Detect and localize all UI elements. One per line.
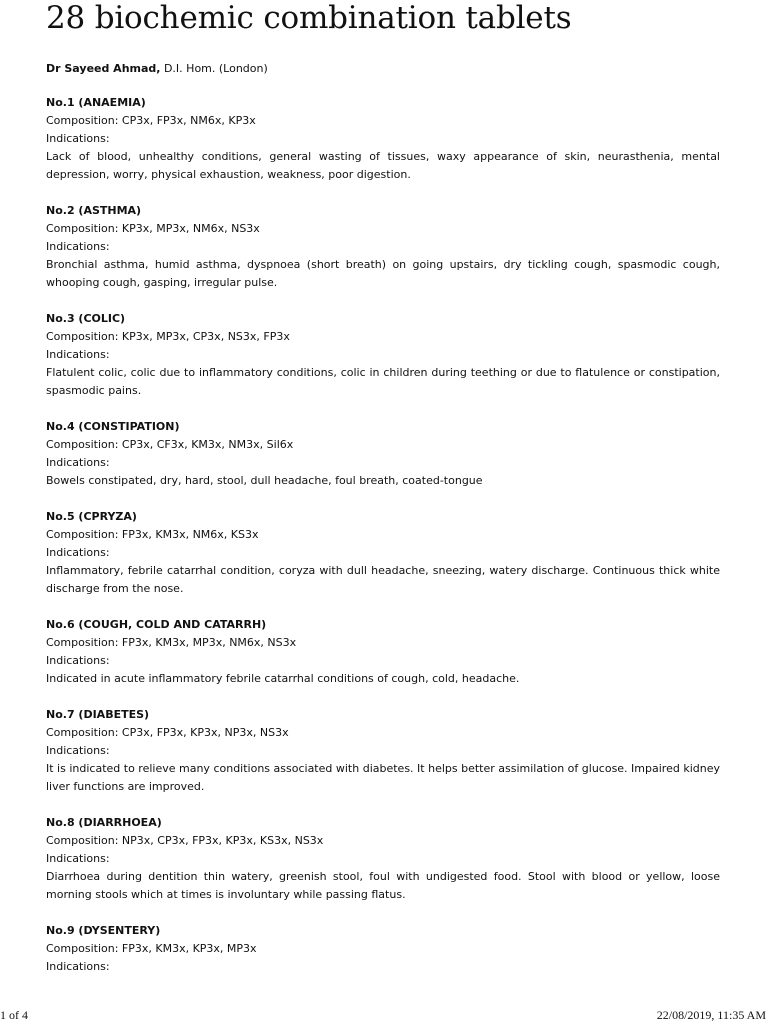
remedy-composition: Composition: CP3x, FP3x, NM6x, KP3x	[46, 114, 256, 127]
remedy-heading: No.7 (DIABETES)	[46, 708, 150, 721]
indications-label: Indications:	[46, 546, 110, 559]
remedy-heading: No.2 (ASTHMA)	[46, 204, 142, 217]
indications-label: Indications:	[46, 348, 110, 361]
author-line	[46, 60, 268, 78]
print-timestamp: 22/08/2019, 11:35 AM	[656, 1008, 766, 1022]
indications-text: Flatulent colic, colic due to inflammatory conditions, colic in children during teething or due to flatulence or constipation, spasmodic pains.	[46, 366, 720, 397]
remedy-entry-9	[46, 922, 720, 976]
remedy-entry-7	[46, 706, 720, 796]
remedy-heading: No.8 (DIARRHOEA)	[46, 816, 162, 829]
indications-text: It is indicated to relieve many conditions associated with diabetes. It helps better assimilation of glucose. Impaired kidney liver functions are improved.	[46, 762, 720, 793]
remedy-heading: No.5 (CPRYZA)	[46, 510, 137, 523]
indications-text: Bowels constipated, dry, hard, stool, dull headache, foul breath, coated-tongue	[46, 474, 483, 487]
indications-text: Diarrhoea during dentition thin watery, greenish stool, foul with undigested food. Stool with blood or yellow, loose morning stools which at times is involuntary while passing flatus.	[46, 870, 720, 901]
remedy-heading: No.6 (COUGH, COLD AND CATARRH)	[46, 618, 267, 631]
remedy-heading: No.4 (CONSTIPATION)	[46, 420, 180, 433]
remedy-entry-1	[46, 94, 720, 184]
remedy-list	[46, 94, 720, 994]
remedy-entry-2	[46, 202, 720, 292]
indications-label: Indications:	[46, 654, 110, 667]
remedy-composition: Composition: KP3x, MP3x, NM6x, NS3x	[46, 222, 260, 235]
indications-text: Inflammatory, febrile catarrhal condition, coryza with dull headache, sneezing, watery discharge. Continuous thick white discharge from the nose.	[46, 564, 720, 595]
indications-label: Indications:	[46, 456, 110, 469]
page-indicator: 1 of 4	[0, 1008, 28, 1022]
indications-label: Indications:	[46, 744, 110, 757]
author-credentials: D.I. Hom. (London)	[160, 62, 268, 75]
remedy-heading: No.9 (DYSENTERY)	[46, 924, 161, 937]
remedy-composition: Composition: FP3x, KM3x, MP3x, NM6x, NS3x	[46, 636, 297, 649]
indications-label: Indications:	[46, 852, 110, 865]
indications-text: Lack of blood, unhealthy conditions, general wasting of tissues, waxy appearance of skin, neurasthenia, mental depression, worry, physical exhaustion, weakness, poor digestion.	[46, 150, 720, 181]
remedy-composition: Composition: FP3x, KM3x, KP3x, MP3x	[46, 942, 257, 955]
remedy-entry-4	[46, 418, 720, 490]
remedy-entry-3	[46, 310, 720, 400]
remedy-composition: Composition: KP3x, MP3x, CP3x, NS3x, FP3x	[46, 330, 290, 343]
indications-label: Indications:	[46, 240, 110, 253]
remedy-composition: Composition: CP3x, CF3x, KM3x, NM3x, Sil6x	[46, 438, 294, 451]
indications-text: Indicated in acute inflammatory febrile catarrhal conditions of cough, cold, headache.	[46, 672, 520, 685]
remedy-composition: Composition: CP3x, FP3x, KP3x, NP3x, NS3x	[46, 726, 289, 739]
indications-label: Indications:	[46, 132, 110, 145]
remedy-entry-5	[46, 508, 720, 598]
document-title: 28 biochemic combination tablets	[46, 0, 572, 36]
remedy-entry-6	[46, 616, 720, 688]
remedy-entry-8	[46, 814, 720, 904]
indications-text: Bronchial asthma, humid asthma, dyspnoea (short breath) on going upstairs, dry tickling cough, spasmodic cough, whooping cough, gasping, irregular pulse.	[46, 258, 720, 289]
remedy-heading: No.1 (ANAEMIA)	[46, 96, 146, 109]
remedy-heading: No.3 (COLIC)	[46, 312, 126, 325]
remedy-composition: Composition: NP3x, CP3x, FP3x, KP3x, KS3x, NS3x	[46, 834, 324, 847]
indications-label: Indications:	[46, 960, 110, 973]
remedy-composition: Composition: FP3x, KM3x, NM6x, KS3x	[46, 528, 259, 541]
author-name: Dr Sayeed Ahmad,	[46, 62, 161, 75]
